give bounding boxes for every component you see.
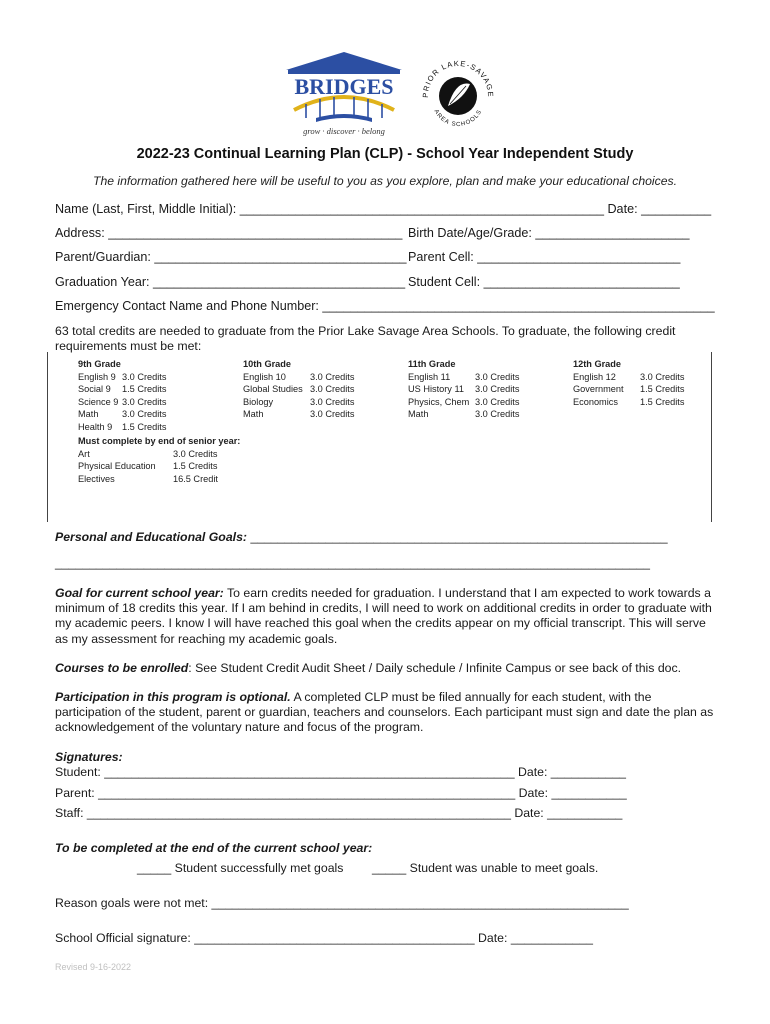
address-field[interactable]: Address: __________________________________________ [55,226,403,240]
grade-header: 12th Grade [573,359,621,369]
logo-ring-bottom: AREA SCHOOLS [432,108,484,129]
course-name: English 10 [243,371,286,382]
intro-text: The information gathered here will be useful to you as you explore, plan and make your educational choices. [93,174,677,188]
staff-signature-field[interactable]: Staff: ______________________________________________________________ Date: ___________ [55,806,623,820]
course-credits: 1.5 Credits [173,461,218,472]
grade-header: 11th Grade [408,359,456,369]
personal-goals-field[interactable] [55,530,668,544]
signatures-label: Signatures: [55,750,123,764]
course-name: English 9 [78,371,116,382]
bridges-wordmark: BRIDGES [294,74,394,99]
parent-cell-field[interactable]: Parent Cell: _____________________________ [408,250,681,264]
course-credits: 3.0 Credits [475,371,520,382]
course-name: US History 11 [408,384,464,395]
course-credits: 16.5 Credit [173,473,218,484]
parent-guardian-field[interactable]: Parent/Guardian: ____________________________________ [55,250,407,264]
official-signature-field[interactable] [55,931,593,945]
current-goal-label: Goal for current school year: [55,586,224,600]
goals-met-checkbox[interactable]: _____ Student successfully met goals [137,861,344,875]
personal-goals-line: _____________________________________________________________ [250,530,668,544]
credit-requirements-table [47,352,712,522]
course-name: Health 9 [78,421,113,432]
participation-label: Participation in this program is optional. [55,690,291,704]
grade-11-column [408,358,519,421]
course-name: English 12 [573,371,616,382]
courses-label: Courses to be enrolled [55,661,189,675]
course-name: Math [408,409,429,420]
grade-header: 9th Grade [78,359,121,369]
course-credits: 3.0 Credits [122,409,167,420]
course-credits: 3.0 Credits [640,371,685,382]
bridges-tagline: grow · discover · belong [303,126,385,136]
end-of-year-label: To be completed at the end of the current school year: [55,841,373,855]
course-credits: 1.5 Credits [122,384,167,395]
course-credits: 3.0 Credits [310,409,355,420]
birth-date-field[interactable]: Birth Date/Age/Grade: ______________________ [408,226,690,240]
course-name: Math [78,409,99,420]
emergency-contact-field[interactable]: Emergency Contact Name and Phone Number: ________________________________________________________ [55,299,715,313]
course-name: Science 9 [78,396,119,407]
participation-text: A completed CLP must be filed annually for each student, with the participation of the student, parent or guardian, teachers and counselors. Each participant must sign and date the plan as acknowledgement of the voluntary nature and focus of the program. [55,690,714,735]
graduation-year-field[interactable]: Graduation Year: ____________________________________ [55,275,406,289]
goals-unmet-checkbox[interactable]: _____ Student was unable to meet goals. [372,861,599,875]
course-name: Government [573,384,624,395]
course-credits: 1.5 Credits [122,421,167,432]
student-signature-field[interactable]: Student: ____________________________________________________________ Date: ___________ [55,765,627,779]
official-signature-label: School Official signature: [55,931,195,945]
official-date-field: Date: ____________ [478,931,593,945]
course-credits: 3.0 Credits [122,371,167,382]
course-name: Physical Education [78,461,156,472]
grade-10-column [243,358,354,421]
revised-date: Revised 9-16-2022 [55,962,132,972]
parent-signature-field[interactable]: Parent: _____________________________________________________________ Date: ___________ [55,786,627,800]
course-credits: 3.0 Credits [310,396,355,407]
course-credits: 3.0 Credits [122,396,167,407]
name-field[interactable]: Name (Last, First, Middle Initial): ____________________________________________________ Date: __________ [55,202,712,216]
course-name: Economics [573,396,618,407]
participation-paragraph [55,690,720,736]
personal-goals-line-2[interactable]: _______________________________________________________________________________________ [55,556,650,570]
course-name: Global Studies [243,384,303,395]
course-credits: 3.0 Credits [475,396,520,407]
logo-ring-top: PRIOR LAKE-SAVAGE [420,58,496,98]
course-credits: 3.0 Credits [173,448,218,459]
course-name: Electives [78,473,115,484]
course-name: Math [243,409,264,420]
grade-12-column [573,358,684,408]
current-goal-text: To earn credits needed for graduation. I understand that I am expected to work towards a minimum of 18 credits this year. If I am behind in credits, I will need to work on additional credits in order to graduate with my academic peers. I know I will have reached this goal when the credits appear on my official transcript. This will serve as my assessment for reaching my academic goals. [55,586,712,646]
official-signature-line: _________________________________________ [194,931,475,945]
prior-lake-savage-logo [416,54,500,138]
course-name: Biology [243,396,274,407]
course-credits: 1.5 Credits [640,384,685,395]
course-credits: 3.0 Credits [310,384,355,395]
course-name: English 11 [408,371,451,382]
personal-goals-label: Personal and Educational Goals: [55,530,248,544]
bridges-logo [276,48,412,138]
courses-text: : See Student Credit Audit Sheet / Daily schedule / Infinite Campus or see back of this doc. [188,661,682,675]
header-logos [0,48,770,140]
course-name: Physics, Chem [408,396,470,407]
grade-9-column [78,358,166,434]
senior-year-requirements [78,435,240,485]
student-cell-field[interactable]: Student Cell: ____________________________ [408,275,680,289]
courses-paragraph [55,661,720,676]
reason-not-met-field[interactable]: Reason goals were not met: _____________________________________________________________ [55,896,629,910]
grade-header: 10th Grade [243,359,291,369]
course-credits: 3.0 Credits [310,371,355,382]
course-name: Art [78,448,90,459]
page-title: 2022-23 Continual Learning Plan (CLP) - School Year Independent Study [136,146,634,162]
course-name: Social 9 [78,384,111,395]
course-credits: 3.0 Credits [475,409,520,420]
credits-intro: 63 total credits are needed to graduate from the Prior Lake Savage Area Schools. To graduate, the following credit requirements must be met: [55,324,676,354]
current-goal-paragraph [55,586,720,647]
senior-header: Must complete by end of senior year: [78,436,241,446]
course-credits: 1.5 Credits [640,396,685,407]
course-credits: 3.0 Credits [475,384,520,395]
